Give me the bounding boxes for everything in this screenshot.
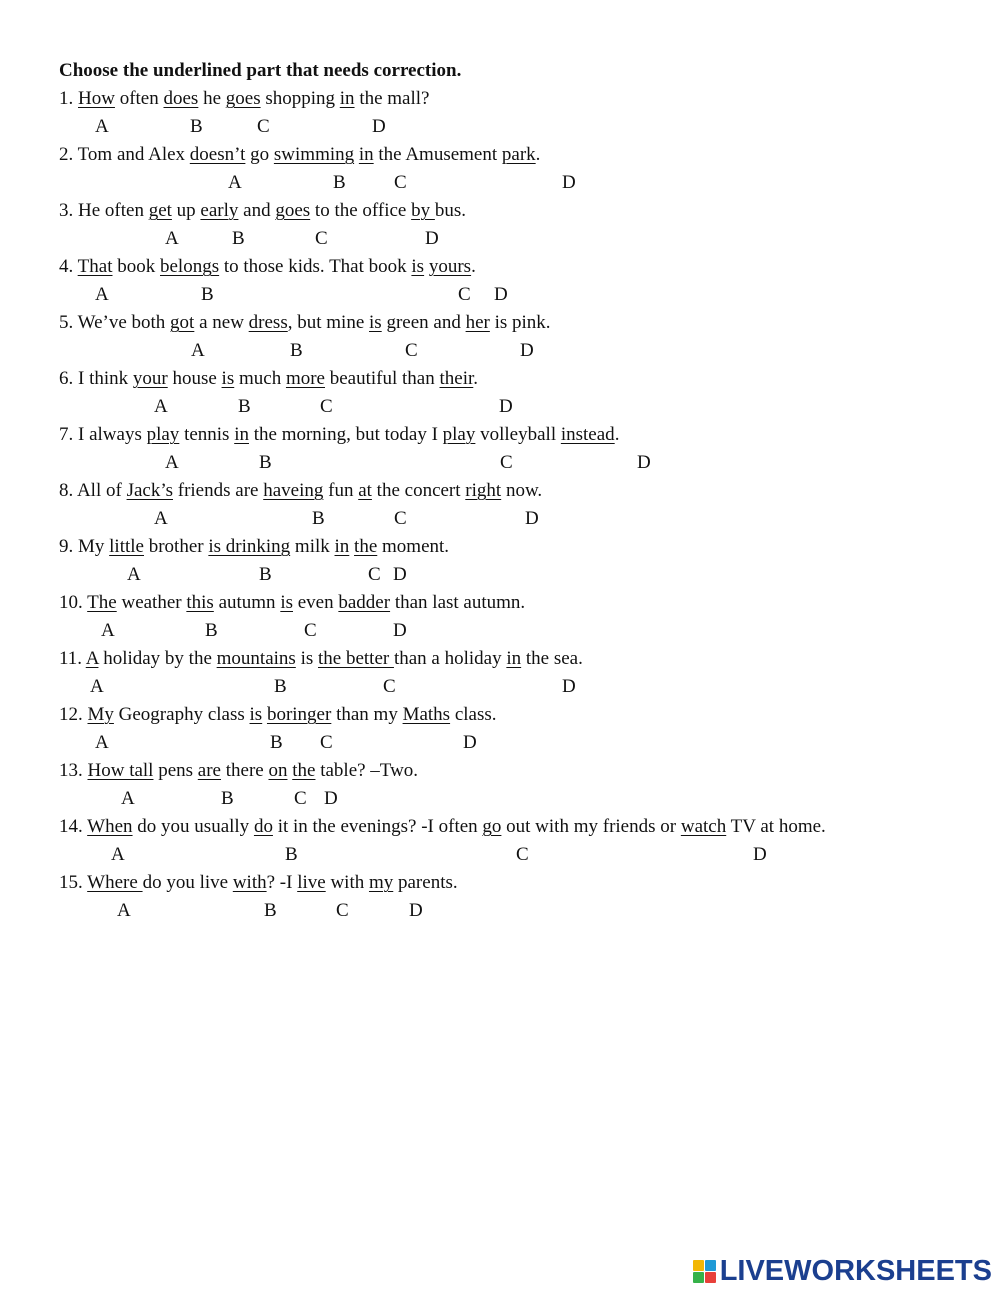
- question-text: weather: [116, 592, 187, 613]
- question-text: fun: [323, 480, 359, 501]
- question-text: table? –Two.: [315, 760, 419, 781]
- underlined-part: Maths: [402, 704, 451, 725]
- underlined-part: your: [132, 368, 168, 389]
- underlined-part: their: [439, 368, 474, 389]
- question-text: than a holiday: [393, 648, 507, 669]
- underlined-part: instead: [560, 424, 615, 445]
- option-a: A: [90, 676, 104, 697]
- option-c: C: [383, 676, 396, 697]
- option-a: A: [95, 116, 109, 137]
- option-c: C: [294, 788, 307, 809]
- question-text: the morning, but today I: [248, 424, 443, 445]
- underlined-part: belongs: [160, 256, 220, 277]
- question-text: 8. All of: [59, 480, 127, 501]
- underlined-part: does: [163, 88, 199, 109]
- question-text: TV at home.: [726, 816, 826, 837]
- question-text: it in the evenings? -I often: [272, 816, 483, 837]
- question-8: [59, 480, 542, 502]
- underlined-part: right: [465, 480, 502, 501]
- question-text: 6. I think: [59, 368, 133, 389]
- option-c: C: [405, 340, 418, 361]
- underlined-part: the: [354, 536, 378, 557]
- underlined-part: get: [148, 200, 172, 221]
- option-a: A: [95, 284, 109, 305]
- question-text: even: [293, 592, 339, 613]
- question-text: the sea.: [521, 648, 583, 669]
- underlined-part: with: [232, 872, 267, 893]
- underlined-part: is: [280, 592, 293, 613]
- logo-blocks-icon: [693, 1260, 716, 1283]
- question-text: to the office: [310, 200, 412, 221]
- underlined-part: in: [334, 536, 350, 557]
- underlined-part: my: [368, 872, 394, 893]
- underlined-part: in: [339, 88, 355, 109]
- question-text: 4.: [59, 256, 78, 277]
- underlined-part: go: [482, 816, 502, 837]
- question-7: [59, 424, 619, 446]
- question-text: milk: [290, 536, 335, 557]
- underlined-part: That: [77, 256, 113, 277]
- option-c: C: [336, 900, 349, 921]
- option-a: A: [117, 900, 131, 921]
- option-d: D: [562, 172, 576, 193]
- option-d: D: [393, 620, 407, 641]
- question-text: autumn: [213, 592, 281, 613]
- question-text: and: [238, 200, 276, 221]
- question-text: up: [171, 200, 201, 221]
- question-text: pens: [153, 760, 198, 781]
- question-text: .: [535, 144, 541, 165]
- question-text: .: [471, 256, 476, 277]
- question-text: often: [114, 88, 164, 109]
- underlined-part: My: [87, 704, 114, 725]
- question-text: there: [221, 760, 269, 781]
- question-5: [59, 312, 551, 334]
- underlined-part: is: [249, 704, 263, 725]
- logo-text: LIVEWORKSHEETS: [719, 1254, 992, 1287]
- question-11: [59, 648, 583, 670]
- option-a: A: [154, 508, 168, 529]
- question-text: he: [198, 88, 226, 109]
- question-text: is: [295, 648, 318, 669]
- underlined-part: is: [369, 312, 382, 333]
- underlined-part: is: [411, 256, 425, 277]
- underlined-part: in: [506, 648, 522, 669]
- option-d: D: [463, 732, 477, 753]
- option-c: C: [257, 116, 270, 137]
- question-3: [59, 200, 466, 222]
- logo-block: [705, 1260, 716, 1271]
- option-b: B: [333, 172, 346, 193]
- question-text: now.: [501, 480, 543, 501]
- question-text: 3. He often: [59, 200, 149, 221]
- question-2: [59, 144, 540, 166]
- option-d: D: [753, 844, 767, 865]
- underlined-part: the better: [318, 648, 394, 669]
- question-text: 1.: [59, 88, 78, 109]
- option-a: A: [111, 844, 125, 865]
- underlined-part: doesn’t: [189, 144, 246, 165]
- logo-block: [705, 1272, 716, 1283]
- question-text: do you live: [142, 872, 233, 893]
- question-text: house: [167, 368, 222, 389]
- question-text: volleyball: [475, 424, 561, 445]
- option-d: D: [499, 396, 513, 417]
- question-text: .: [473, 368, 479, 389]
- option-b: B: [285, 844, 298, 865]
- underlined-part: swimming: [273, 144, 355, 165]
- underlined-part: How: [78, 88, 115, 109]
- question-text: 2. Tom and Alex: [59, 144, 190, 165]
- underlined-part: Jack’s: [126, 480, 173, 501]
- underlined-part: live: [297, 872, 326, 893]
- underlined-part: How tall: [87, 760, 154, 781]
- question-text: parents.: [393, 872, 458, 893]
- option-d: D: [520, 340, 534, 361]
- option-b: B: [274, 676, 287, 697]
- underlined-part: more: [285, 368, 325, 389]
- question-text: moment.: [377, 536, 450, 557]
- question-text: with: [325, 872, 369, 893]
- underlined-part: boringer: [266, 704, 332, 725]
- option-a: A: [228, 172, 242, 193]
- question-text: Geography class: [113, 704, 250, 725]
- option-d: D: [372, 116, 386, 137]
- option-b: B: [201, 284, 214, 305]
- question-text: beautiful than: [325, 368, 440, 389]
- underlined-part: is: [221, 368, 235, 389]
- underlined-part: When: [87, 816, 133, 837]
- question-text: bus.: [434, 200, 467, 221]
- question-14: [59, 816, 826, 838]
- question-text: do you usually: [132, 816, 254, 837]
- question-text: , but mine: [287, 312, 370, 333]
- underlined-part: play: [442, 424, 476, 445]
- option-a: A: [101, 620, 115, 641]
- option-b: B: [221, 788, 234, 809]
- underlined-part: this: [186, 592, 214, 613]
- underlined-part: haveing: [263, 480, 324, 501]
- question-text: a new: [194, 312, 249, 333]
- option-c: C: [516, 844, 529, 865]
- underlined-part: yours: [428, 256, 472, 277]
- option-a: A: [191, 340, 205, 361]
- question-text: 5. We’ve both: [59, 312, 171, 333]
- question-text: 11.: [59, 648, 86, 669]
- option-d: D: [393, 564, 407, 585]
- option-d: D: [324, 788, 338, 809]
- option-c: C: [368, 564, 381, 585]
- liveworksheets-logo: [693, 1253, 992, 1289]
- question-text: to those kids. That book: [219, 256, 412, 277]
- option-a: A: [127, 564, 141, 585]
- question-text: 13.: [59, 760, 88, 781]
- underlined-part: goes: [225, 88, 261, 109]
- underlined-part: little: [109, 536, 144, 557]
- underlined-part: goes: [275, 200, 311, 221]
- question-text: green and: [381, 312, 466, 333]
- question-text: 10.: [59, 592, 88, 613]
- option-d: D: [494, 284, 508, 305]
- underlined-part: do: [253, 816, 273, 837]
- logo-block: [693, 1260, 704, 1271]
- question-13: [59, 760, 418, 782]
- question-6: [59, 368, 478, 390]
- underlined-part: badder: [338, 592, 391, 613]
- question-text: than last autumn.: [390, 592, 526, 613]
- underlined-part: is drinking: [208, 536, 291, 557]
- underlined-part: early: [200, 200, 239, 221]
- option-b: B: [190, 116, 203, 137]
- question-text: than my: [331, 704, 403, 725]
- option-b: B: [290, 340, 303, 361]
- underlined-part: mountains: [216, 648, 296, 669]
- underlined-part: watch: [680, 816, 727, 837]
- underlined-part: in: [234, 424, 249, 445]
- underlined-part: her: [465, 312, 490, 333]
- question-10: [59, 592, 525, 614]
- option-d: D: [409, 900, 423, 921]
- question-text: is pink.: [489, 312, 551, 333]
- option-c: C: [394, 172, 407, 193]
- question-4: [59, 256, 476, 278]
- question-text: the mall?: [354, 88, 430, 109]
- underlined-part: dress: [248, 312, 288, 333]
- underlined-part: by: [411, 200, 435, 221]
- question-text: 14.: [59, 816, 88, 837]
- question-text: 7. I always: [59, 424, 147, 445]
- question-text: tennis: [179, 424, 235, 445]
- question-text: out with my friends or: [501, 816, 681, 837]
- underlined-part: the: [292, 760, 316, 781]
- option-b: B: [238, 396, 251, 417]
- question-text: ? -I: [266, 872, 298, 893]
- underlined-part: are: [197, 760, 221, 781]
- question-text: go: [245, 144, 274, 165]
- option-b: B: [264, 900, 277, 921]
- question-text: 9. My: [59, 536, 110, 557]
- instructions-heading: Choose the underlined part that needs correction.: [59, 60, 462, 81]
- option-c: C: [320, 396, 333, 417]
- question-9: [59, 536, 449, 558]
- question-12: [59, 704, 497, 726]
- underlined-part: at: [358, 480, 372, 501]
- underlined-part: got: [170, 312, 195, 333]
- option-a: A: [165, 452, 179, 473]
- logo-block: [693, 1272, 704, 1283]
- question-text: the concert: [371, 480, 466, 501]
- question-15: [59, 872, 458, 894]
- underlined-part: in: [358, 144, 374, 165]
- underlined-part: on: [268, 760, 288, 781]
- question-text: book: [112, 256, 160, 277]
- question-text: .: [614, 424, 620, 445]
- option-c: C: [315, 228, 328, 249]
- option-a: A: [154, 396, 168, 417]
- option-b: B: [259, 564, 272, 585]
- question-text: the Amusement: [373, 144, 502, 165]
- option-a: A: [121, 788, 135, 809]
- question-1: [59, 88, 429, 110]
- underlined-part: park: [501, 144, 536, 165]
- question-text: friends are: [173, 480, 264, 501]
- option-c: C: [394, 508, 407, 529]
- option-b: B: [205, 620, 218, 641]
- option-c: C: [304, 620, 317, 641]
- question-text: shopping: [260, 88, 340, 109]
- option-b: B: [232, 228, 245, 249]
- option-d: D: [525, 508, 539, 529]
- underlined-part: A: [85, 648, 99, 669]
- option-b: B: [270, 732, 283, 753]
- option-b: B: [312, 508, 325, 529]
- option-d: D: [562, 676, 576, 697]
- question-text: much: [234, 368, 286, 389]
- option-a: A: [165, 228, 179, 249]
- option-d: D: [637, 452, 651, 473]
- underlined-part: The: [87, 592, 117, 613]
- option-c: C: [320, 732, 333, 753]
- option-c: C: [458, 284, 471, 305]
- underlined-part: play: [146, 424, 180, 445]
- question-text: 12.: [59, 704, 88, 725]
- option-c: C: [500, 452, 513, 473]
- option-d: D: [425, 228, 439, 249]
- question-text: brother: [143, 536, 209, 557]
- option-b: B: [259, 452, 272, 473]
- question-text: class.: [450, 704, 497, 725]
- option-a: A: [95, 732, 109, 753]
- question-text: 15.: [59, 872, 88, 893]
- underlined-part: Where: [87, 872, 143, 893]
- question-text: holiday by the: [98, 648, 217, 669]
